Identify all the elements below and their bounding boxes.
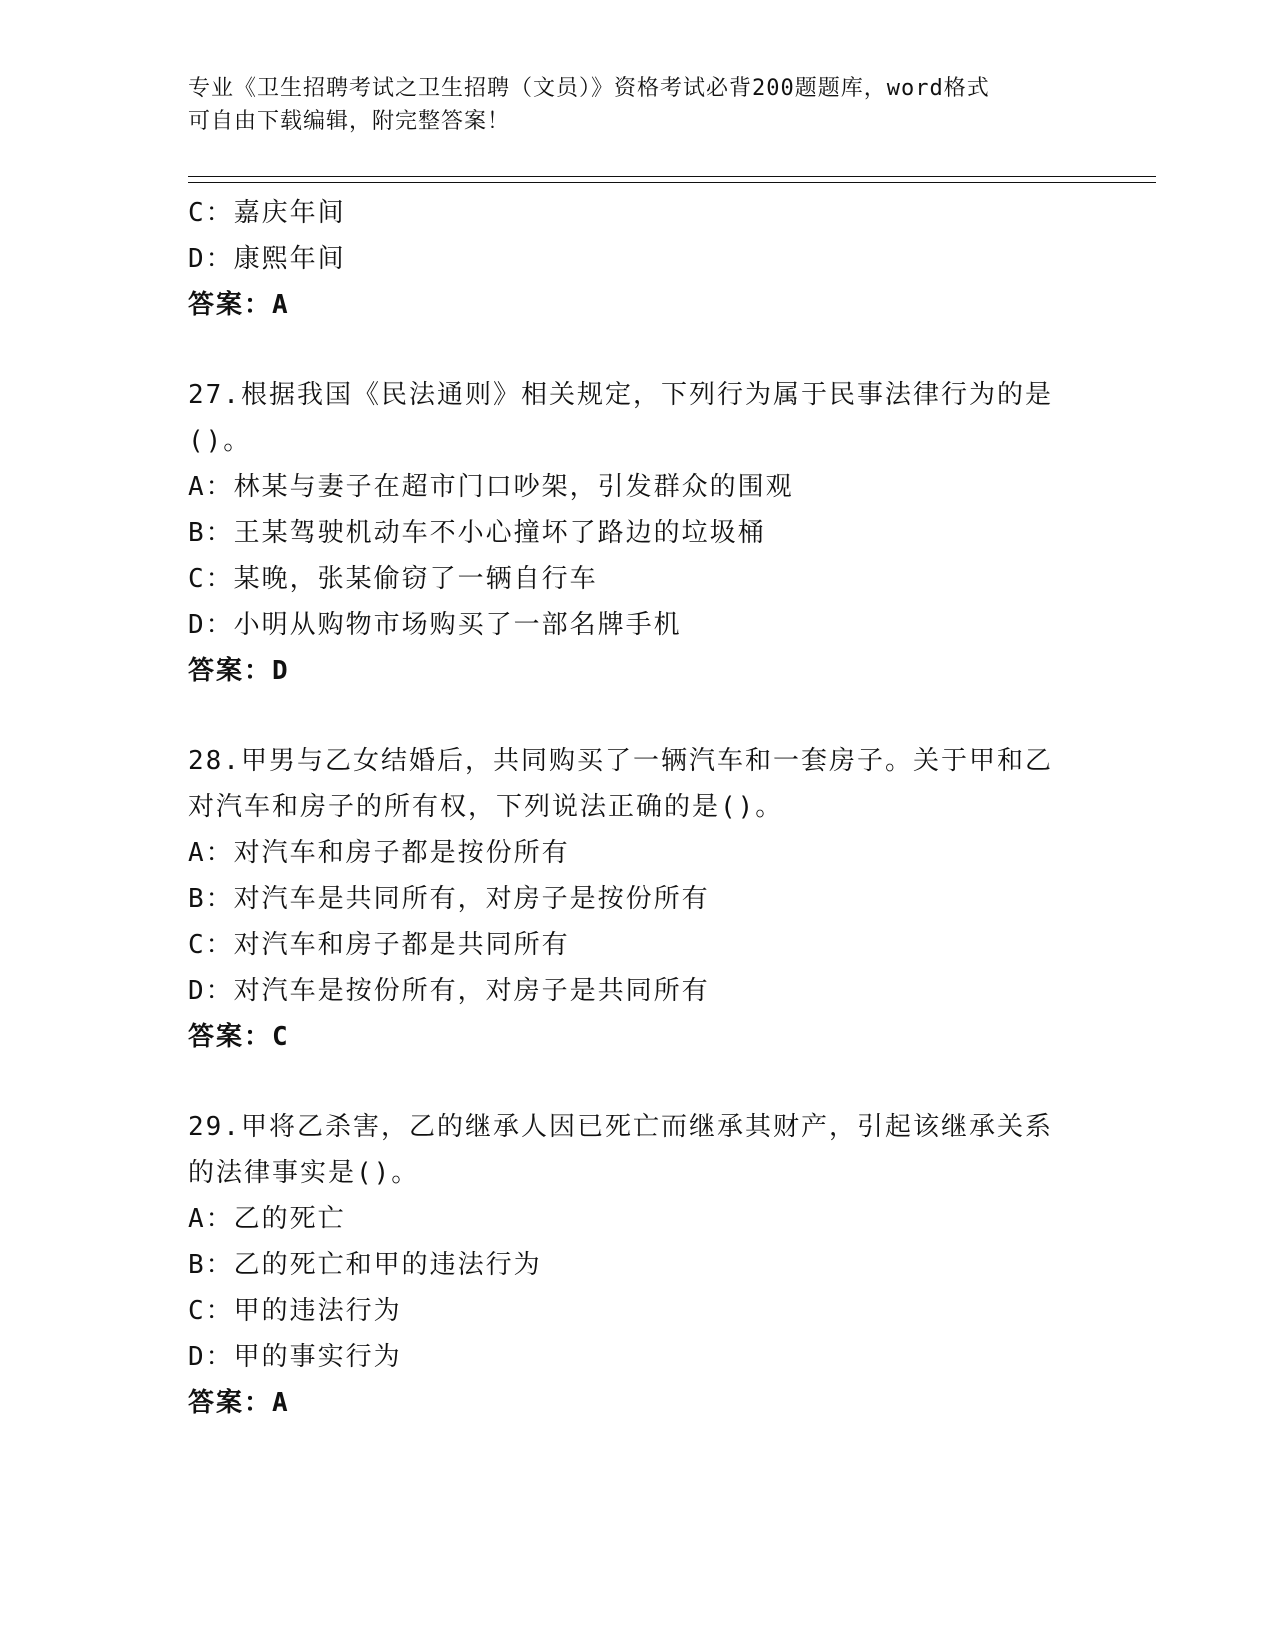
option-c: C：某晚，张某偷窃了一辆自行车	[188, 564, 598, 594]
question-text-line-1: 28.甲男与乙女结婚后，共同购买了一辆汽车和一套房子。关于甲和乙	[188, 746, 1053, 776]
option-b: B：对汽车是共同所有，对房子是按份所有	[188, 884, 710, 914]
option-a: A：乙的死亡	[188, 1204, 346, 1234]
question-text-line-1: 27.根据我国《民法通则》相关规定，下列行为属于民事法律行为的是	[188, 380, 1053, 410]
header-line-1: 专业《卫生招聘考试之卫生招聘（文员）》资格考试必背200题题库，word格式	[188, 76, 990, 101]
header-divider-bottom	[188, 182, 1156, 183]
spacer	[188, 1060, 1088, 1104]
question-29	[188, 1104, 1088, 1426]
answer-line: 答案：C	[188, 1022, 290, 1052]
option-b: B：乙的死亡和甲的违法行为	[188, 1250, 542, 1280]
option-d: D：康熙年间	[188, 244, 346, 274]
option-a: A：林某与妻子在超市门口吵架，引发群众的围观	[188, 472, 794, 502]
option-c: C：嘉庆年间	[188, 198, 346, 228]
answer-line: 答案：D	[188, 656, 290, 686]
option-c: C：甲的违法行为	[188, 1296, 402, 1326]
document-body	[188, 190, 1088, 1426]
option-a: A：对汽车和房子都是按份所有	[188, 838, 570, 868]
answer-line: 答案：A	[188, 290, 290, 320]
header-divider-top	[188, 176, 1156, 177]
option-d: D：对汽车是按份所有，对房子是共同所有	[188, 976, 710, 1006]
answer-line: 答案：A	[188, 1388, 290, 1418]
header-line-2: 可自由下载编辑，附完整答案！	[188, 109, 511, 134]
question-28	[188, 738, 1088, 1060]
question-text-line-1: 29.甲将乙杀害，乙的继承人因已死亡而继承其财产，引起该继承关系	[188, 1112, 1053, 1142]
option-c: C：对汽车和房子都是共同所有	[188, 930, 570, 960]
option-d: D：小明从购物市场购买了一部名牌手机	[188, 610, 682, 640]
question-text-line-2: 的法律事实是()。	[188, 1158, 420, 1188]
carryover-question	[188, 190, 1088, 328]
question-text-line-2: ()。	[188, 426, 252, 456]
spacer	[188, 694, 1088, 738]
page-header	[188, 72, 1068, 138]
question-text-line-2: 对汽车和房子的所有权，下列说法正确的是()。	[188, 792, 784, 822]
question-27	[188, 372, 1088, 694]
spacer	[188, 328, 1088, 372]
option-b: B：王某驾驶机动车不小心撞坏了路边的垃圾桶	[188, 518, 766, 548]
option-d: D：甲的事实行为	[188, 1342, 402, 1372]
